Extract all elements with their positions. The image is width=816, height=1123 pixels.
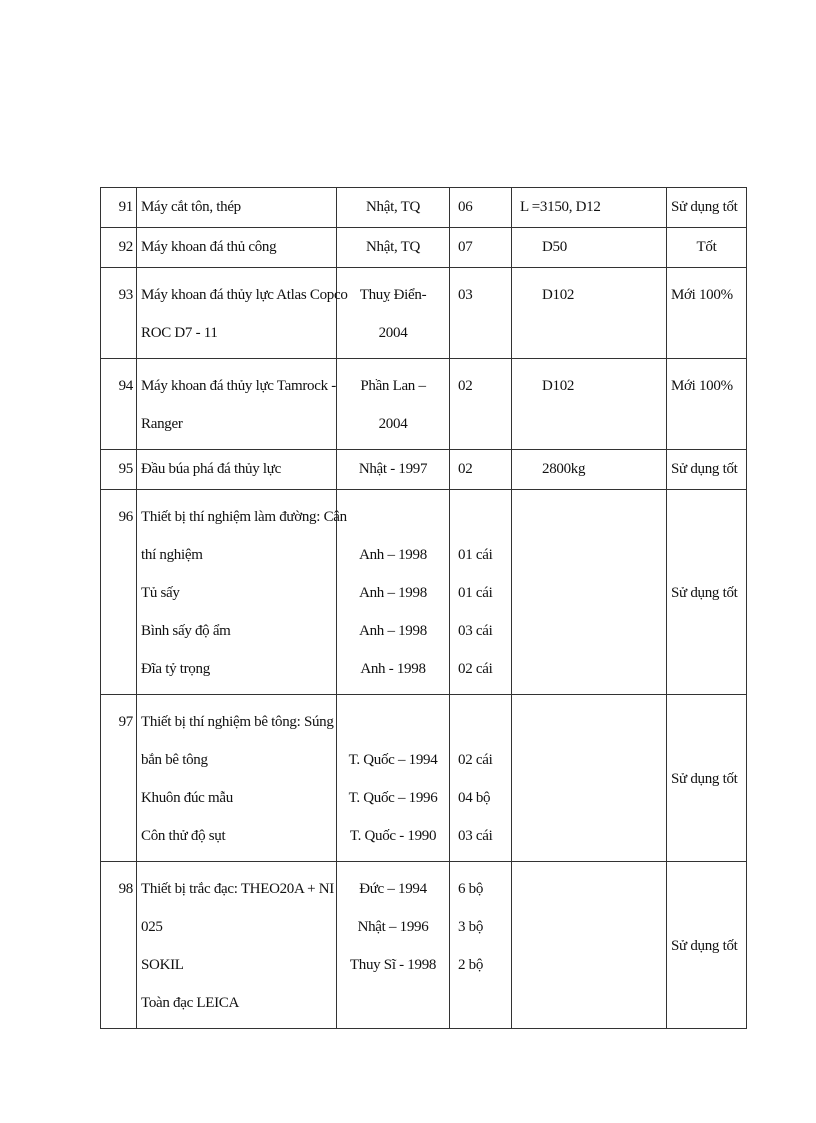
qty-line: 2 bộ (458, 957, 484, 973)
table-row (101, 862, 747, 1029)
equipment-name (137, 862, 337, 1029)
equipment-name (137, 450, 337, 490)
table-row (101, 490, 747, 695)
origin-year (337, 188, 450, 228)
row-number: 95 (101, 450, 137, 490)
specification: D102 (512, 359, 667, 450)
equipment-name (137, 228, 337, 268)
specification: L =3150, D12 (512, 188, 667, 228)
qty-line: 07 (458, 239, 473, 255)
status: Sử dụng tốt (667, 450, 747, 490)
specification: D50 (512, 228, 667, 268)
status: Sử dụng tốt (667, 862, 747, 1029)
status: Sử dụng tốt (667, 695, 747, 862)
status: Tốt (667, 228, 747, 268)
name-line: Khuôn đúc mẫu (141, 790, 233, 806)
origin-line: Nhật, TQ (366, 199, 420, 215)
qty-line: 6 bộ (458, 881, 484, 897)
equipment-table-body (101, 188, 747, 1029)
name-line: Máy khoan đá thủ công (141, 239, 277, 255)
name-line: Toàn đạc LEICA (141, 995, 240, 1011)
name-line: 025 (141, 919, 163, 935)
name-line: Bình sấy độ ẩm (141, 623, 231, 639)
origin-year (337, 862, 450, 1029)
origin-line: Anh – 1998 (359, 585, 427, 601)
origin-year (337, 695, 450, 862)
equipment-name (137, 188, 337, 228)
row-number: 94 (101, 359, 137, 450)
quantity (450, 268, 512, 359)
origin-line: T. Quốc – 1994 (348, 752, 438, 768)
name-line: Ranger (141, 416, 183, 432)
qty-line: 02 (458, 461, 473, 477)
quantity (450, 695, 512, 862)
row-number: 91 (101, 188, 137, 228)
table-row (101, 188, 747, 228)
origin-year (337, 359, 450, 450)
name-line: Tủ sấy (141, 585, 180, 601)
quantity (450, 862, 512, 1029)
qty-line: 3 bộ (458, 919, 484, 935)
status: Mới 100% (667, 268, 747, 359)
row-number: 92 (101, 228, 137, 268)
qty-line: 01 cái (458, 547, 493, 563)
origin-line: T. Quốc – 1996 (348, 790, 438, 806)
name-line: Máy khoan đá thủy lực Tamrock - (141, 378, 336, 394)
qty-line: 01 cái (458, 585, 493, 601)
table-row (101, 450, 747, 490)
specification: D102 (512, 268, 667, 359)
qty-line: 03 (458, 287, 473, 303)
origin-line: Phần Lan – (360, 378, 426, 394)
origin-line: 2004 (378, 416, 408, 432)
row-number: 96 (101, 490, 137, 695)
origin-year (337, 228, 450, 268)
name-line: Côn thử độ sụt (141, 828, 226, 844)
quantity (450, 450, 512, 490)
qty-line: 06 (458, 199, 473, 215)
origin-line: Thuỵ Điển- (359, 287, 427, 303)
status: Sử dụng tốt (667, 490, 747, 695)
table-row (101, 359, 747, 450)
origin-year (337, 490, 450, 695)
qty-line: 03 cái (458, 828, 493, 844)
qty-line (458, 984, 507, 1022)
name-line: Thiết bị thí nghiệm bê tông: Súng (141, 714, 334, 730)
quantity (450, 359, 512, 450)
origin-line (341, 984, 445, 1022)
name-line: ROC D7 - 11 (141, 325, 218, 341)
origin-year (337, 450, 450, 490)
qty-line (458, 498, 507, 536)
equipment-name (137, 695, 337, 862)
origin-line: T. Quốc - 1990 (349, 828, 437, 844)
origin-line: Nhật - 1997 (358, 461, 428, 477)
origin-line: Nhật, TQ (366, 239, 420, 255)
origin-line: Nhật – 1996 (357, 919, 429, 935)
quantity (450, 490, 512, 695)
specification (512, 695, 667, 862)
specification (512, 490, 667, 695)
status: Sử dụng tốt (667, 188, 747, 228)
origin-line (341, 703, 445, 741)
origin-line (341, 498, 445, 536)
equipment-name (137, 359, 337, 450)
table-row (101, 268, 747, 359)
qty-line: 02 cái (458, 752, 493, 768)
name-line: Thiết bị trắc đạc: THEO20A + NI (141, 881, 334, 897)
row-number: 97 (101, 695, 137, 862)
equipment-name (137, 268, 348, 359)
qty-line: 04 bộ (458, 790, 491, 806)
name-line: Đầu búa phá đá thủy lực (141, 461, 281, 477)
name-line: Máy khoan đá thủy lực Atlas Copco (141, 287, 348, 303)
specification: 2800kg (512, 450, 667, 490)
origin-line: 2004 (378, 325, 408, 341)
origin-line: Anh – 1998 (359, 623, 427, 639)
equipment-table-wrapper (100, 187, 746, 1029)
table-row (101, 695, 747, 862)
name-line: bắn bê tông (141, 752, 208, 768)
row-number: 93 (101, 268, 137, 359)
qty-line (458, 703, 507, 741)
origin-line: Anh – 1998 (359, 547, 427, 563)
origin-line: Đức – 1994 (359, 881, 427, 897)
qty-line: 03 cái (458, 623, 493, 639)
qty-line: 02 cái (458, 661, 493, 677)
origin-line: Thuy Sĩ - 1998 (349, 957, 437, 973)
name-line: Thiết bị thí nghiệm làm đường: Cân (141, 509, 347, 525)
specification (512, 862, 667, 1029)
name-line: Đĩa tỷ trọng (141, 661, 210, 677)
name-line: SOKIL (141, 957, 184, 973)
origin-year (337, 268, 450, 359)
status: Mới 100% (667, 359, 747, 450)
row-number: 98 (101, 862, 137, 1029)
origin-line: Anh - 1998 (360, 661, 426, 677)
qty-line: 02 (458, 378, 473, 394)
table-row (101, 228, 747, 268)
equipment-name (137, 490, 347, 695)
name-line: thí nghiệm (141, 547, 203, 563)
quantity (450, 228, 512, 268)
equipment-table (100, 187, 747, 1029)
quantity (450, 188, 512, 228)
name-line: Máy cắt tôn, thép (141, 199, 241, 215)
